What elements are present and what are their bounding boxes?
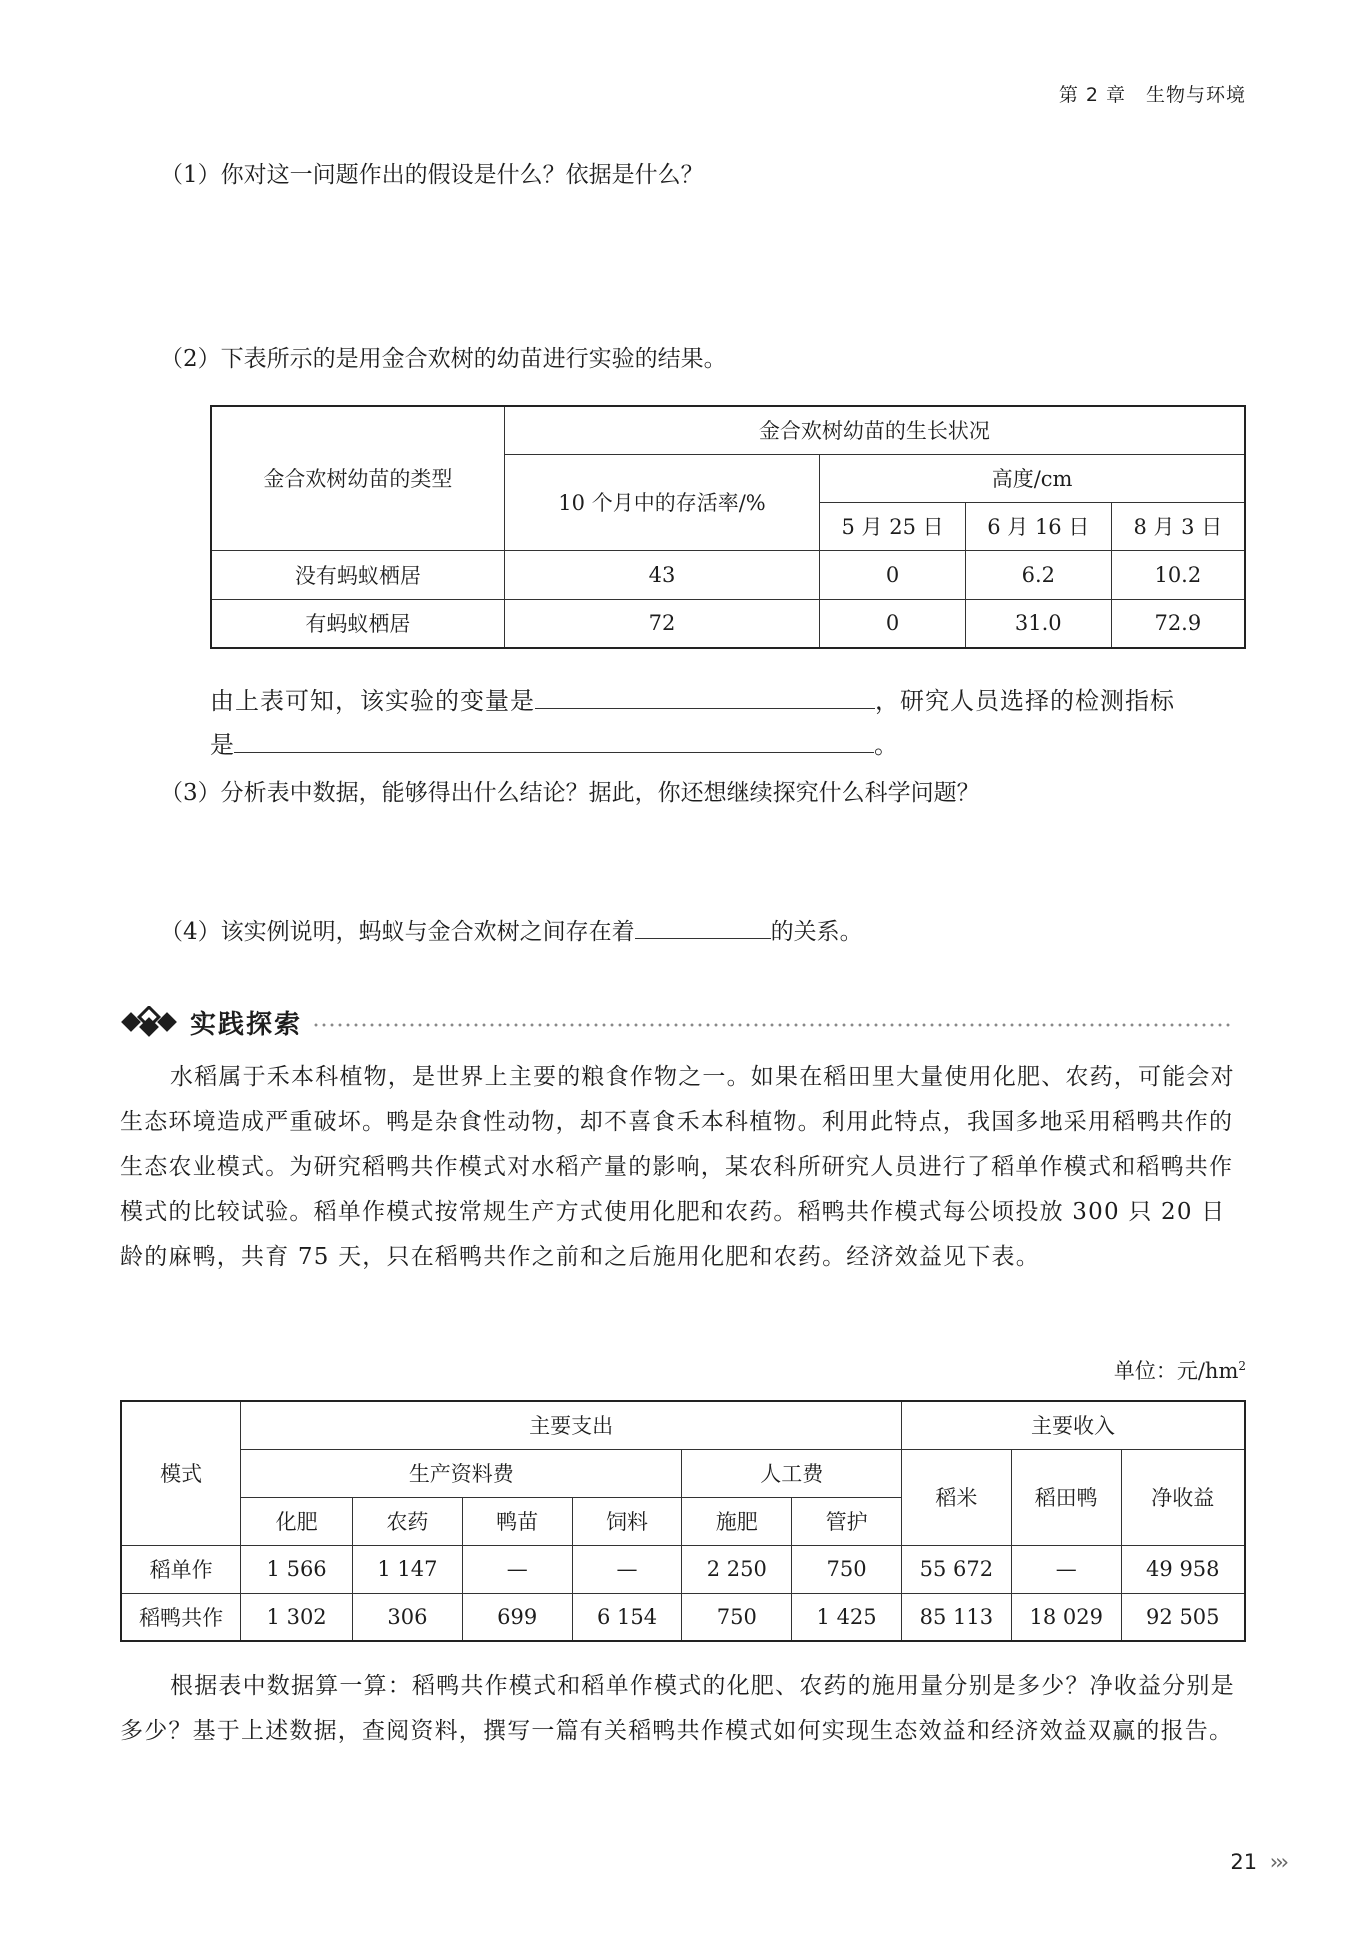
sub-header: 化肥 — [241, 1497, 353, 1545]
expense-header: 主要支出 — [241, 1401, 902, 1449]
dotted-divider — [312, 1023, 1230, 1027]
table-row — [121, 1593, 1245, 1641]
mode-header: 模式 — [121, 1401, 241, 1545]
chapter-header: 第 2 章 生物与环境 — [1058, 84, 1246, 106]
net-income-header: 净收益 — [1121, 1449, 1245, 1545]
question-2: （2）下表所示的是用金合欢树的幼苗进行实验的结果。 — [160, 346, 727, 372]
row-label: 稻鸭共作 — [121, 1593, 241, 1641]
sub-header: 鸭苗 — [462, 1497, 572, 1545]
value-cell: 1 302 — [241, 1593, 353, 1641]
section-title: 实践探索 — [190, 1009, 303, 1040]
question-2-fill: 由上表可知，该实验的变量是 ，研究人员选择的检测指标 — [210, 682, 1250, 718]
table-row — [211, 599, 1245, 648]
duck-header: 稻田鸭 — [1011, 1449, 1121, 1545]
sub-header: 饲料 — [572, 1497, 682, 1545]
row-label: 稻单作 — [121, 1545, 241, 1593]
income-header: 主要收入 — [902, 1401, 1246, 1449]
table-row — [211, 550, 1245, 599]
growth-header: 金合欢树幼苗的生长状况 — [504, 406, 1245, 454]
value-cell: 699 — [462, 1593, 572, 1641]
survival-cell: 72 — [504, 599, 819, 648]
value-cell: 750 — [682, 1593, 792, 1641]
sub-header: 施肥 — [682, 1497, 792, 1545]
labor-header: 人工费 — [682, 1449, 902, 1497]
value-cell: — — [572, 1545, 682, 1593]
sub-header: 农药 — [353, 1497, 463, 1545]
height-cell: 72.9 — [1111, 599, 1245, 648]
practice-paragraph: 水稻属于禾本科植物，是世界上主要的粮食作物之一。如果在稻田里大量使用化肥、农药，可能会对生态环境造成严重破坏。鸭是杂食性动物，却不喜食禾本科植物。利用此特点，我国多地采用稻鸭共作的生态农业模式。为研究稻鸭共作模式对水稻产量的影响，某农科所研究人员进行了稻单作模式和稻鸭共作模式的比较试验。稻单作模式按常规生产方式使用化肥和农药。稻鸭共作模式每公顷投放 300 只 20 日龄的麻鸭，共育 75 天，只在稻鸭共作之前和之后施用化肥和农药。经济效益见下表。 — [120, 1064, 1235, 1270]
height-cell: 6.2 — [965, 550, 1111, 599]
row-label: 有蚂蚁栖居 — [211, 599, 504, 648]
value-cell: 18 029 — [1011, 1593, 1121, 1641]
value-cell: 92 505 — [1121, 1593, 1245, 1641]
survival-cell: 43 — [504, 550, 819, 599]
table-row — [121, 1545, 1245, 1593]
page-number-block — [1230, 1850, 1286, 1874]
question-4: （4）该实例说明，蚂蚁与金合欢树之间存在着 的关系。 — [160, 912, 863, 949]
value-cell: — — [1011, 1545, 1121, 1593]
calculation-paragraph: 根据表中数据算一算：稻鸭共作模式和稻单作模式的化肥、农药的施用量分别是多少？净收益分别是多少？基于上述数据，查阅资料，撰写一篇有关稻鸭共作模式如何实现生态效益和经济效益双赢的报告。 — [120, 1673, 1235, 1744]
acacia-results-table — [210, 405, 1246, 649]
value-cell: 1 425 — [792, 1593, 902, 1641]
value-cell: 1 566 — [241, 1545, 353, 1593]
section-heading — [120, 1002, 1230, 1042]
row-label: 没有蚂蚁栖居 — [211, 550, 504, 599]
rice-header: 稻米 — [902, 1449, 1012, 1545]
question-3: （3）分析表中数据，能够得出什么结论？据此，你还想继续探究什么科学问题？ — [160, 780, 980, 806]
value-cell: 85 113 — [902, 1593, 1012, 1641]
question-1: （1）你对这一问题作出的假设是什么？依据是什么？ — [160, 162, 704, 188]
question-2-fill-2: 是 。 — [210, 726, 898, 762]
value-cell: 49 958 — [1121, 1545, 1245, 1593]
value-cell: 1 147 — [353, 1545, 463, 1593]
survival-header: 10 个月中的存活率/% — [504, 454, 819, 550]
chevron-right-icon: ››› — [1269, 1850, 1286, 1874]
value-cell: 750 — [792, 1545, 902, 1593]
height-cell: 31.0 — [965, 599, 1111, 648]
height-cell: 0 — [820, 599, 966, 648]
sub-header: 管护 — [792, 1497, 902, 1545]
page-number: 21 — [1230, 1850, 1258, 1874]
economic-benefit-table — [120, 1400, 1246, 1642]
material-header: 生产资料费 — [241, 1449, 682, 1497]
date-header: 5 月 25 日 — [820, 502, 966, 550]
value-cell: 306 — [353, 1593, 463, 1641]
value-cell: 6 154 — [572, 1593, 682, 1641]
value-cell: 55 672 — [902, 1545, 1012, 1593]
answer-blank-relation[interactable] — [635, 912, 771, 939]
height-cell: 10.2 — [1111, 550, 1245, 599]
answer-blank-variable[interactable] — [535, 682, 875, 709]
answer-blank-indicator[interactable] — [234, 726, 874, 753]
value-cell: 2 250 — [682, 1545, 792, 1593]
value-cell: — — [462, 1545, 572, 1593]
type-header: 金合欢树幼苗的类型 — [211, 406, 504, 550]
date-header: 8 月 3 日 — [1111, 502, 1245, 550]
unit-label: 单位：元$/hm^2$ — [1113, 1359, 1246, 1383]
diamond-chain-icon — [120, 1006, 178, 1038]
height-cell: 0 — [820, 550, 966, 599]
height-header: 高度/cm — [820, 454, 1245, 502]
date-header: 6 月 16 日 — [965, 502, 1111, 550]
